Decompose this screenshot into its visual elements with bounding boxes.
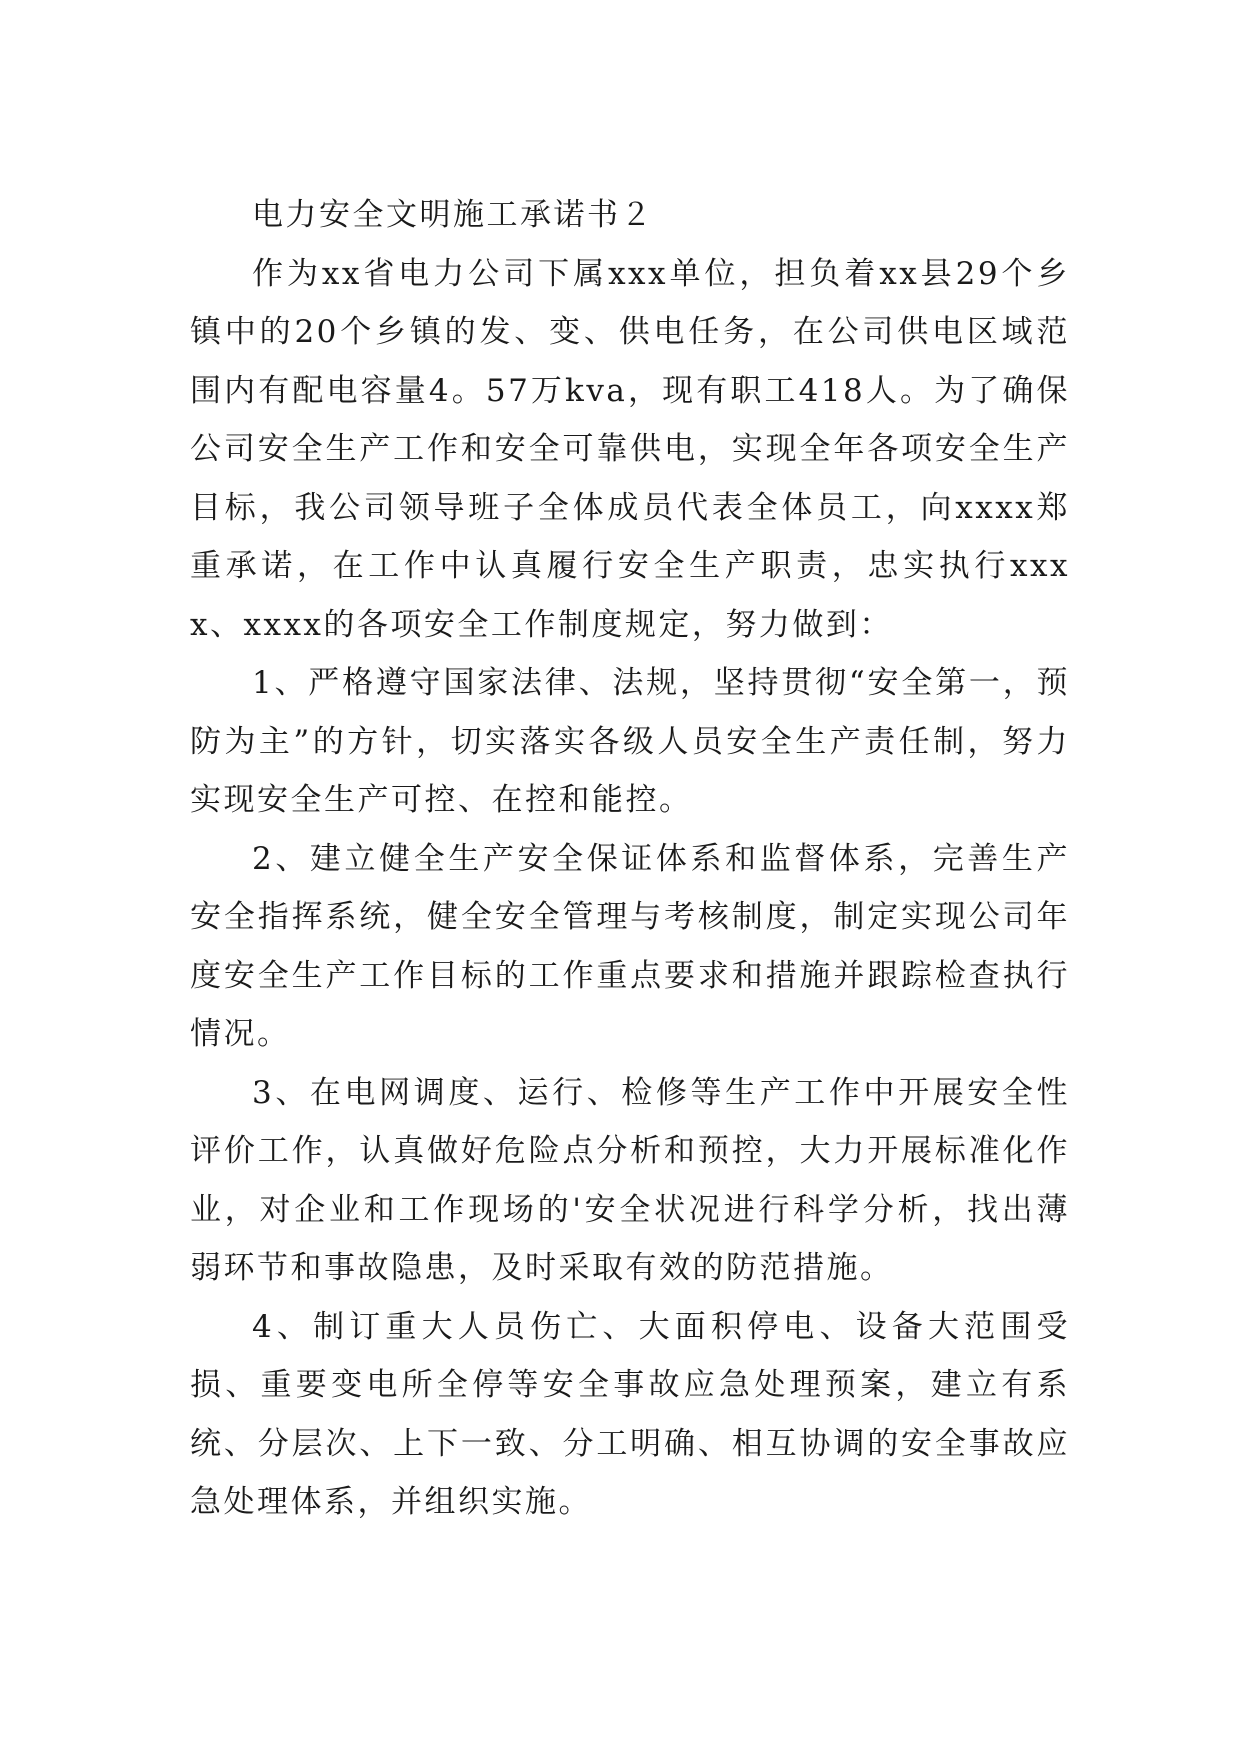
paragraph-intro: 作为xx省电力公司下属xxx单位，担负着xx县29个乡镇中的20个乡镇的发、变、供电任务，在公司供电区域范围内有配电容量4。57万kva，现有职工418人。为了确保公司安全生产工作和安全可靠供电，实现全年各项安全生产目标，我公司领导班子全体成员代表全体员工，向xxxx郑重承诺，在工作中认真履行安全生产职责，忠实执行xxxx、xxxx的各项安全工作制度规定，努力做到： [190,255,1070,643]
document-title: 电力安全文明施工承诺书２ [252,197,654,233]
paragraph-item-2: 2、建立健全生产安全保证体系和监督体系，完善生产安全指挥系统，健全安全管理与考核制度，制定实现公司年度安全生产工作目标的工作重点要求和措施并跟踪检查执行情况。 [190,840,1070,1052]
paragraph-item-4: 4、制订重大人员伤亡、大面积停电、设备大范围受损、重要变电所全停等安全事故应急处理预案，建立有系统、分层次、上下一致、分工明确、相互协调的安全事故应急处理体系，并组织实施。 [190,1308,1070,1520]
paragraph-item-3: 3、在电网调度、运行、检修等生产工作中开展安全性评价工作，认真做好危险点分析和预控，大力开展标准化作业，对企业和工作现场的'安全状况进行科学分析，找出薄弱环节和事故隐患，及时采取有效的防范措施。 [190,1074,1070,1286]
paragraph-item-1: 1、严格遵守国家法律、法规，坚持贯彻“安全第一，预防为主”的方针，切实落实各级人员安全生产责任制，努力实现安全生产可控、在控和能控。 [190,665,1070,818]
document-body [190,186,1070,1532]
